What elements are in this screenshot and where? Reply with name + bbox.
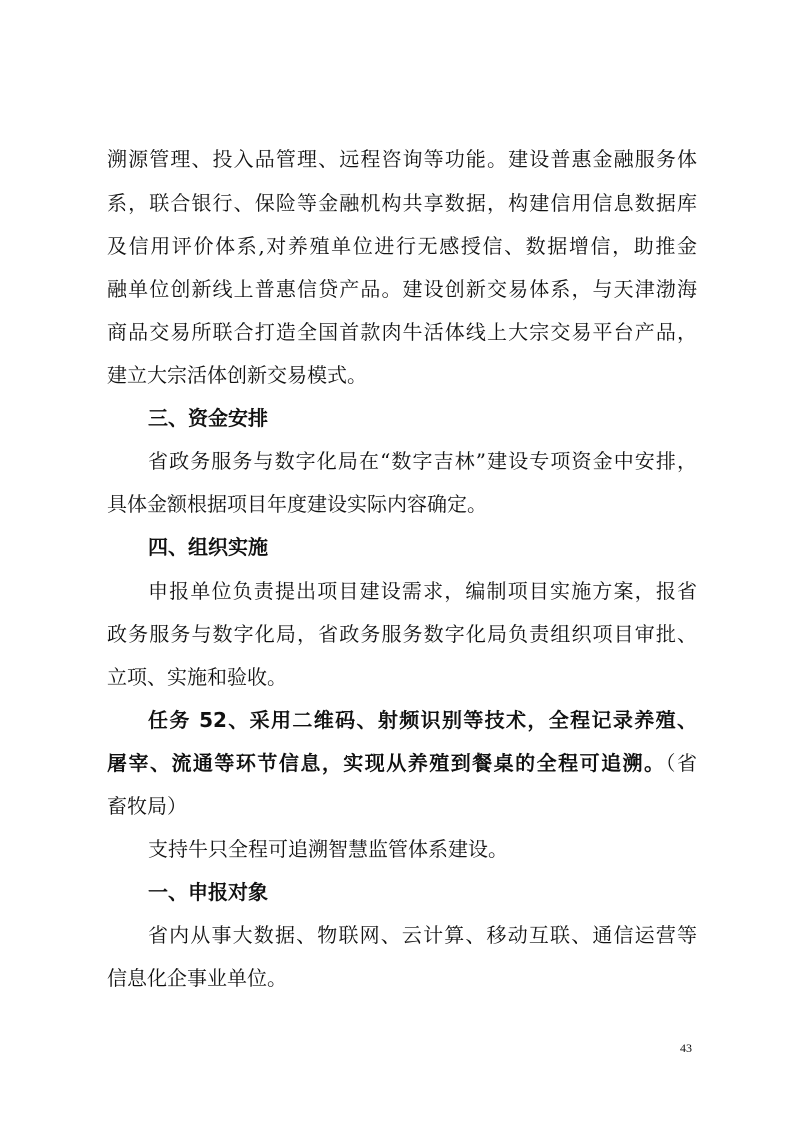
section-heading-funding: 三、资金安排 — [148, 406, 268, 430]
paragraph-line: 省内从事大数据、物联网、云计算、移动互联、通信运营等 — [148, 923, 697, 947]
task-title-line — [107, 743, 697, 783]
paragraph-line: 政务服务与数字化局，省政务服务数字化局负责组织项目审批、 — [107, 622, 697, 646]
paragraph-line: 建立大宗活体创新交易模式。 — [107, 363, 367, 387]
paragraph-line: 及信用评价体系,对养殖单位进行无感授信、数据增信，助推金 — [107, 234, 697, 258]
section-heading-applicants: 一、申报对象 — [148, 880, 268, 904]
paragraph-line: 系，联合银行、保险等金融机构共享数据，构建信用信息数据库 — [107, 191, 697, 215]
task-title-line: 任务 52、采用二维码、射频识别等技术，全程记录养殖、 — [148, 708, 697, 732]
task-owner-open: （省 — [665, 751, 698, 775]
section-heading-organization: 四、组织实施 — [148, 535, 268, 559]
paragraph-line: 信息化企事业单位。 — [107, 966, 287, 990]
paragraph-line: 立项、实施和验收。 — [107, 665, 287, 689]
paragraph-line: 具体金额根据项目年度建设实际内容确定。 — [107, 492, 487, 516]
paragraph-line: 融单位创新线上普惠信贷产品。建设创新交易体系，与天津渤海 — [107, 277, 697, 301]
task-support-line: 支持牛只全程可追溯智慧监管体系建设。 — [148, 837, 508, 861]
paragraph-line: 商品交易所联合打造全国首款肉牛活体线上大宗交易平台产品， — [107, 320, 697, 344]
task-title-bold: 屠宰、流通等环节信息，实现从养殖到餐桌的全程可追溯。 — [107, 751, 666, 775]
paragraph-line: 溯源管理、投入品管理、远程咨询等功能。建设普惠金融服务体 — [107, 147, 697, 171]
paragraph-line: 省政务服务与数字化局在“数字吉林”建设专项资金中安排， — [148, 449, 697, 473]
page-number: 43 — [680, 1041, 692, 1055]
task-owner-line: 畜牧局） — [107, 794, 187, 818]
paragraph-line: 申报单位负责提出项目建设需求，编制项目实施方案，报省 — [148, 579, 697, 603]
